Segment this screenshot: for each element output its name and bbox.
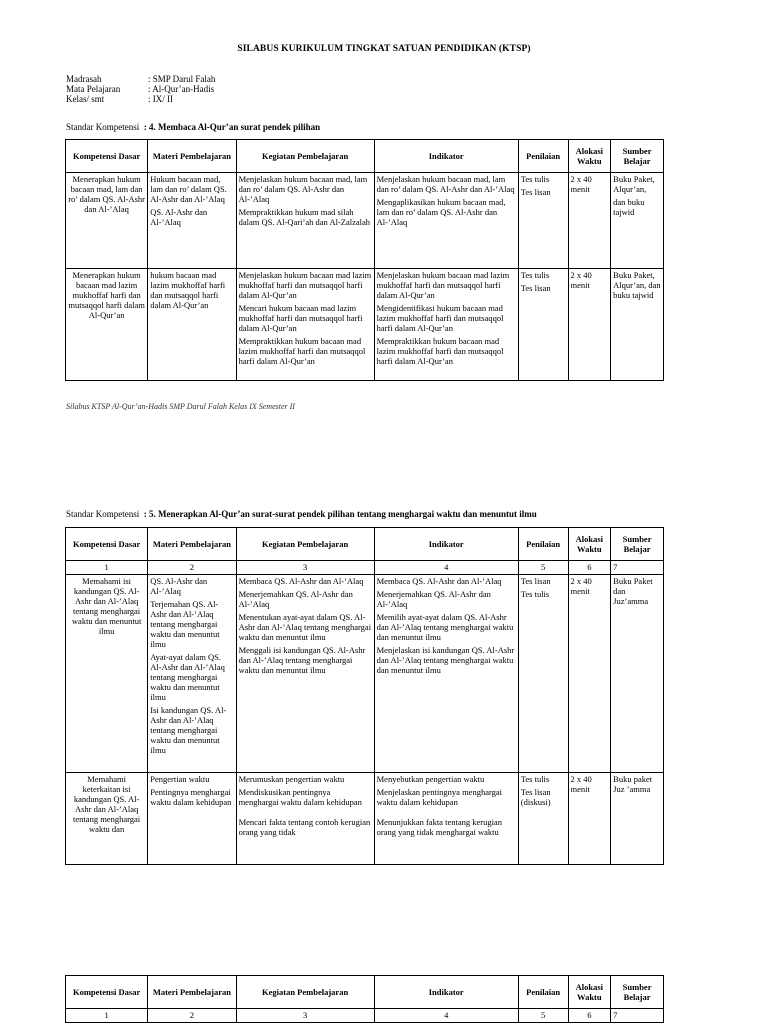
cell-kd: Memahami isi kandungan QS. Al-Ashr dan Al-’Alaq tentang menghargai waktu dan menuntut ilmu bbox=[66, 575, 148, 773]
cell-penilaian bbox=[518, 773, 568, 865]
column-number: 5 bbox=[518, 561, 568, 575]
cell-kegiatan bbox=[236, 269, 374, 381]
meta-value: : SMP Darul Falah bbox=[148, 74, 216, 84]
cell-kd: Menerapkan hukum bacaan mad, lam dan ro’ dalam QS. Al-Ashr dan Al-’Alaq bbox=[66, 173, 148, 269]
column-number: 1 bbox=[66, 1009, 148, 1023]
list-item: Buku Paket, Alqur’an, dan buku tajwid bbox=[613, 270, 661, 300]
header-indikator: Indikator bbox=[374, 140, 518, 173]
cell-kd: Menerapkan hukum bacaan mad lazim mukhoffaf harfi dan mutsaqqol harfi dalam Al-Qur’an bbox=[66, 269, 148, 381]
list-item: Tes lisan bbox=[520, 283, 551, 293]
cell-materi bbox=[148, 173, 236, 269]
header-penilaian: Penilaian bbox=[518, 140, 568, 173]
header-kd: Kompetensi Dasar bbox=[66, 528, 148, 561]
page-title: SILABUS KURIKULUM TINGKAT SATUAN PENDIDIKAN (KTSP) bbox=[237, 44, 531, 54]
list-item: Menjelaskan hukum bacaan mad lazim mukhoffaf harfi dan mutsaqqol harfi dalam Al-Qur’an bbox=[376, 270, 510, 300]
header-sumber: Sumber Belajar bbox=[611, 528, 664, 561]
header-materi: Materi Pembelajaran bbox=[148, 140, 236, 173]
list-item: Menentukan ayat-ayat dalam QS. Al-Ashr dan Al-’Alaq tentang menghargai waktu dan menuntut ilmu bbox=[238, 612, 372, 642]
list-item: Ayat-ayat dalam QS. Al-Ashr dan Al-’Alaq tentang menghargai waktu dan menuntut ilmu bbox=[150, 652, 225, 702]
list-item: Pentingnya menghargai waktu dalam kehidupan bbox=[150, 787, 232, 807]
cell-penilaian bbox=[518, 173, 568, 269]
cell-alokasi: 2 x 40 menit bbox=[568, 269, 611, 381]
list-item: Menjelaskan hukum bacaan mad, lam dan ro’ dalam QS. Al-Ashr dan Al-’Alaq bbox=[376, 174, 515, 194]
cell-kegiatan bbox=[236, 773, 374, 865]
cell-materi bbox=[148, 773, 236, 865]
list-item: Membaca QS. Al-Ashr dan Al-’Alaq bbox=[238, 576, 364, 586]
header-materi: Materi Pembelajaran bbox=[148, 528, 236, 561]
table-row bbox=[66, 773, 664, 865]
cell-materi bbox=[148, 575, 236, 773]
column-number: 6 bbox=[568, 1009, 611, 1023]
syllabus-table-3 bbox=[65, 975, 664, 1023]
list-item: Menjelaskan pentingnya menghargai waktu dalam kehidupan bbox=[376, 787, 503, 807]
column-number: 2 bbox=[148, 1009, 236, 1023]
table-header-row bbox=[66, 528, 664, 561]
column-number: 2 bbox=[148, 561, 236, 575]
header-kegiatan: Kegiatan Pembelajaran bbox=[236, 140, 374, 173]
meta-row-madrasah bbox=[66, 74, 215, 84]
cell-alokasi: 2 x 40 menit bbox=[568, 173, 611, 269]
list-item: Mengaplikasikan hukum bacaan mad, lam dan ro’ dalam QS. Al-Ashr dan Al-’Alaq bbox=[376, 197, 506, 227]
list-item: Buku Paket, Alqur’an, bbox=[613, 174, 655, 194]
list-item: Terjemahan QS. Al-Ashr dan Al-’Alaq tentang menghargai waktu dan menuntut ilmu bbox=[150, 599, 220, 649]
list-item: Buku paket Juz ’amma bbox=[613, 774, 653, 794]
meta-value: : Al-Qur’an-Hadis bbox=[148, 84, 215, 94]
header-indikator: Indikator bbox=[374, 976, 518, 1009]
list-item: dan buku tajwid bbox=[613, 197, 645, 217]
list-item: hukum bacaan mad lazim mukhoffaf harfi dan mutsaqqol harfi dalam Al-Qur’an bbox=[150, 270, 226, 310]
cell-alokasi: 2 x 40 menit bbox=[568, 773, 611, 865]
header-sumber: Sumber Belajar bbox=[611, 976, 664, 1009]
meta-label: Kelas/ smt bbox=[66, 94, 105, 104]
list-item: Mengidentifikasi hukum bacaan mad lazim mukhoffaf harfi dan mutsaqqol harfi dalam Al-Qur’an bbox=[376, 303, 504, 333]
document-meta bbox=[66, 74, 215, 104]
list-item: Tes tulis bbox=[520, 774, 550, 784]
list-item: Tes lisan bbox=[520, 187, 551, 197]
list-item: Menjelaskan isi kandungan QS. Al-Ashr dan Al-’Alaq tentang menghargai waktu dan menuntut ilmu bbox=[376, 645, 515, 675]
list-item: Menjelaskan hukum bacaan mad lazim mukhoffaf harfi dan mutsaqqol harfi dalam Al-Qur’an bbox=[238, 270, 372, 300]
list-item: Mendiskusikan pentingnya menghargai waktu dalam kehidupan bbox=[238, 787, 362, 807]
cell-kegiatan-content bbox=[239, 774, 372, 862]
meta-row-subject bbox=[66, 84, 215, 94]
list-item: Mencari hukum bacaan mad lazim mukhoffaf harfi dan mutsaqqol harfi dalam Al-Qur’an bbox=[238, 303, 363, 333]
list-item: Tes lisan (diskusi) bbox=[520, 787, 551, 807]
meta-value: : IX/ II bbox=[148, 94, 173, 104]
column-number: 1 bbox=[66, 561, 148, 575]
column-number: 6 bbox=[568, 561, 611, 575]
table-row bbox=[66, 269, 664, 381]
cell-sumber bbox=[611, 173, 664, 269]
meta-label: Mata Pelajaran bbox=[66, 84, 121, 94]
list-item: Menjelaskan hukum bacaan mad, lam dan ro’ dalam QS. Al-Ashr dan Al-’Alaq bbox=[238, 174, 368, 204]
list-item: Mempraktikkan hukum bacaan mad lazim mukhoffaf harfi dan mutsaqqol harfi dalam Al-Qur’an bbox=[376, 336, 504, 366]
cell-kegiatan bbox=[236, 173, 374, 269]
cell-alokasi: 2 x 40 menit bbox=[568, 575, 611, 773]
cell-indikator bbox=[374, 575, 518, 773]
standar-kompetensi-4 bbox=[66, 122, 320, 132]
column-number: 7 bbox=[611, 1009, 664, 1023]
header-penilaian: Penilaian bbox=[518, 976, 568, 1009]
cell-indikator bbox=[374, 173, 518, 269]
header-alokasi: Alokasi Waktu bbox=[568, 976, 611, 1009]
list-item: Isi kandungan QS. Al-Ashr dan Al-’Alaq tentang menghargai waktu dan menuntut ilmu bbox=[150, 705, 227, 755]
header-indikator: Indikator bbox=[374, 528, 518, 561]
sk-value: : 4. Membaca Al-Qur’an surat pendek pilihan bbox=[143, 122, 321, 132]
cell-indikator bbox=[374, 773, 518, 865]
cell-sumber bbox=[611, 575, 664, 773]
list-item: Membaca QS. Al-Ashr dan Al-’Alaq bbox=[376, 576, 502, 586]
list-item: Merumuskan pengertian waktu bbox=[238, 774, 345, 784]
column-number: 3 bbox=[236, 1009, 374, 1023]
column-number: 5 bbox=[518, 1009, 568, 1023]
table-header-row bbox=[66, 976, 664, 1009]
list-item: Memilih ayat-ayat dalam QS. Al-Ashr dan Al-’Alaq tentang menghargai waktu dan menuntut ilmu bbox=[376, 612, 514, 642]
column-number: 3 bbox=[236, 561, 374, 575]
sk-label: Standar Kompetensi bbox=[66, 509, 140, 519]
list-item: Tes tulis bbox=[520, 270, 550, 280]
syllabus-table-2 bbox=[65, 527, 664, 865]
header-kegiatan: Kegiatan Pembelajaran bbox=[236, 528, 374, 561]
list-item: Buku Paket dan Juz’amma bbox=[613, 576, 653, 606]
syllabus-table-1 bbox=[65, 139, 664, 381]
cell-kd bbox=[66, 773, 148, 865]
list-item: Mempraktikkan hukum bacaan mad lazim mukhoffaf harfi dan mutsaqqol harfi dalam Al-Qur’an bbox=[238, 336, 366, 366]
table-row bbox=[66, 173, 664, 269]
cell-sumber bbox=[611, 269, 664, 381]
meta-row-class bbox=[66, 94, 215, 104]
list-item: Menerjemahkan QS. Al-Ashr dan Al-’Alaq bbox=[376, 589, 491, 609]
list-item: Mempraktikkan hukum mad silah dalam QS. Al-Qari’ah dan Al-Zalzalah bbox=[238, 207, 371, 227]
list-item: Hukum bacaan mad, lam dan ro’ dalam QS. Al-Ashr dan Al-’Alaq bbox=[150, 174, 227, 204]
list-item: Menerjemahkan QS. Al-Ashr dan Al-’Alaq bbox=[238, 589, 353, 609]
list-item: Tes tulis bbox=[520, 174, 550, 184]
cell-materi bbox=[148, 269, 236, 381]
table-row bbox=[66, 575, 664, 773]
column-number: 7 bbox=[611, 561, 664, 575]
cell-kegiatan bbox=[236, 575, 374, 773]
cell-sumber bbox=[611, 773, 664, 865]
cell-penilaian bbox=[518, 575, 568, 773]
header-penilaian: Penilaian bbox=[518, 528, 568, 561]
header-kegiatan: Kegiatan Pembelajaran bbox=[236, 976, 374, 1009]
list-item: QS. Al-Ashr dan Al-’Alaq bbox=[150, 207, 208, 227]
cell-penilaian bbox=[518, 269, 568, 381]
sk-label: Standar Kompetensi bbox=[66, 122, 140, 132]
list-item: Tes lisan bbox=[520, 576, 551, 586]
page-footer: Silabus KTSP Al-Qur’an-Hadis SMP Darul Falah Kelas IX Semester II bbox=[66, 402, 295, 411]
standar-kompetensi-5 bbox=[66, 509, 537, 519]
list-item: Tes tulis bbox=[520, 589, 550, 599]
list-item: Menyebutkan pengertian waktu bbox=[376, 774, 485, 784]
list-item: Mencari fakta tentang contoh kerugian orang yang tidak bbox=[238, 817, 371, 837]
list-item: Menggali isi kandungan QS. Al-Ashr dan Al-’Alaq tentang menghargai waktu dan menuntut ilmu bbox=[238, 645, 366, 675]
list-item: Menunjukkan fakta tentang kerugian orang yang tidak menghargai waktu bbox=[376, 817, 502, 837]
column-number: 4 bbox=[374, 561, 518, 575]
cell-kd-text: Memahami keterkaitan isi kandungan QS. Al-Ashr dan Al-’Alaq tentang menghargai waktu dan bbox=[73, 774, 141, 834]
column-number-row bbox=[66, 561, 664, 575]
list-item: QS. Al-Ashr dan Al-’Alaq bbox=[150, 576, 208, 596]
column-number: 4 bbox=[374, 1009, 518, 1023]
header-materi: Materi Pembelajaran bbox=[148, 976, 236, 1009]
column-number-row bbox=[66, 1009, 664, 1023]
list-item: Pengertian waktu bbox=[150, 774, 210, 784]
header-alokasi: Alokasi Waktu bbox=[568, 140, 611, 173]
header-alokasi: Alokasi Waktu bbox=[568, 528, 611, 561]
meta-label: Madrasah bbox=[66, 74, 102, 84]
header-kd: Kompetensi Dasar bbox=[66, 140, 148, 173]
cell-indikator-content bbox=[377, 774, 516, 862]
header-kd: Kompetensi Dasar bbox=[66, 976, 148, 1009]
cell-indikator bbox=[374, 269, 518, 381]
sk-value: : 5. Menerapkan Al-Qur’an surat-surat pendek pilihan tentang menghargai waktu dan menuntut ilmu bbox=[143, 509, 537, 519]
table-header-row bbox=[66, 140, 664, 173]
header-sumber: Sumber Belajar bbox=[611, 140, 664, 173]
